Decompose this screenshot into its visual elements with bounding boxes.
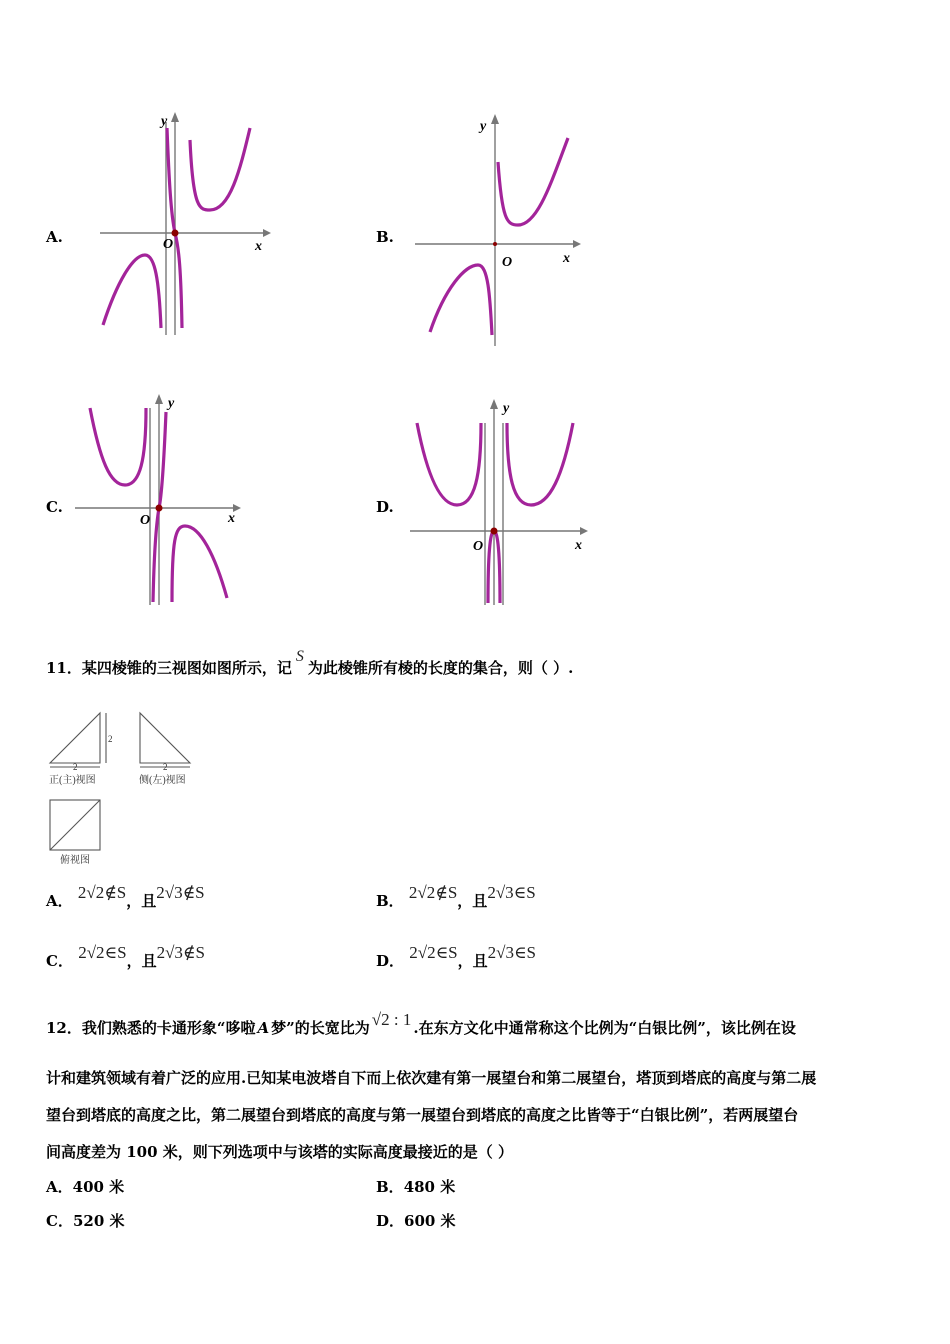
question-11-stem bbox=[46, 648, 574, 678]
graph-a bbox=[95, 110, 275, 340]
set-symbol: S bbox=[295, 648, 304, 665]
option-conj: ，且 bbox=[126, 952, 157, 970]
q12-text: 我们熟悉的卡通形象“哆啦 bbox=[81, 1019, 256, 1037]
q11-option-c[interactable] bbox=[46, 943, 205, 971]
option-conj: ，且 bbox=[457, 952, 488, 970]
option-expr-1: 2√2∈S bbox=[78, 943, 127, 962]
option-expr-2: 2√3∈S bbox=[487, 943, 537, 962]
q12-option-b[interactable] bbox=[376, 1176, 455, 1197]
axis-x-label: x bbox=[228, 511, 235, 526]
axis-origin: O bbox=[140, 513, 151, 528]
question-12-line-1 bbox=[46, 1010, 796, 1038]
option-label: A． bbox=[46, 892, 73, 910]
option-expr-2: 2√3∉S bbox=[156, 943, 205, 962]
option-label: D． bbox=[376, 1212, 405, 1230]
front-view-label: 正(主)视图 bbox=[49, 775, 96, 786]
option-expr-1: 2√2∉S bbox=[408, 883, 458, 902]
axis-y-label: y bbox=[480, 119, 487, 134]
ratio-expr: √2 : 1 bbox=[371, 1010, 412, 1029]
option-label: B． bbox=[376, 892, 404, 910]
option-label: C． bbox=[46, 1212, 73, 1230]
side-view-label: 侧(左)视图 bbox=[139, 775, 186, 786]
option-text: 520 米 bbox=[72, 1212, 125, 1230]
option-expr-1: 2√2∉S bbox=[77, 883, 127, 902]
axis-y-label: y bbox=[168, 396, 175, 411]
graph-b bbox=[410, 110, 590, 350]
option-text: 480 米 bbox=[403, 1178, 456, 1196]
option-text: 600 米 bbox=[404, 1212, 456, 1230]
option-expr-1: 2√2∈S bbox=[409, 943, 458, 962]
q11-text-before: 某四棱锥的三视图如图所示，记 bbox=[81, 659, 292, 677]
axis-x-label: x bbox=[563, 251, 570, 266]
option-label: D． bbox=[376, 952, 405, 970]
axis-y-label: y bbox=[503, 401, 510, 416]
option-b-label[interactable]: B. bbox=[376, 228, 394, 246]
front-view-height-dim: 2 bbox=[108, 734, 113, 744]
option-label: C． bbox=[46, 952, 73, 970]
q12-text: .在东方文化中通常称这个比例为“白银比例”，该比例在设 bbox=[413, 1019, 796, 1037]
top-view-label: 俯视图 bbox=[60, 855, 90, 865]
question-number: 12． bbox=[46, 1019, 82, 1037]
axis-origin: O bbox=[473, 539, 484, 554]
option-label: A． bbox=[46, 1178, 73, 1196]
axis-origin: O bbox=[163, 237, 174, 252]
axis-y-label: y bbox=[161, 114, 168, 129]
three-view-figure bbox=[44, 705, 204, 865]
option-conj: ，且 bbox=[457, 892, 488, 910]
option-c-label[interactable]: C. bbox=[46, 498, 63, 516]
axis-origin: O bbox=[502, 255, 513, 270]
question-number: 11． bbox=[46, 659, 82, 677]
option-a-label[interactable]: A. bbox=[46, 228, 63, 246]
q12-option-a[interactable] bbox=[46, 1176, 124, 1197]
option-conj: ，且 bbox=[126, 892, 157, 910]
option-expr-2: 2√3∉S bbox=[156, 883, 205, 902]
front-view-dim: 2 bbox=[73, 762, 78, 772]
option-label: B． bbox=[376, 1178, 404, 1196]
q11-text-after: 为此棱锥所有棱的长度的集合，则（ ）. bbox=[307, 659, 574, 677]
q11-option-b[interactable] bbox=[376, 883, 536, 911]
q12-option-c[interactable] bbox=[46, 1210, 125, 1231]
q12-text: 梦”的长宽比为 bbox=[271, 1019, 370, 1037]
option-text: 400 米 bbox=[72, 1178, 125, 1196]
question-12-line-3: 望台到塔底的高度之比，第二展望台到塔底的高度与第一展望台到塔底的高度之比皆等于“白银比例”，若两展望台 bbox=[46, 1106, 799, 1124]
graph-d bbox=[405, 395, 595, 610]
option-expr-2: 2√3∈S bbox=[487, 883, 536, 902]
side-view-dim: 2 bbox=[163, 762, 168, 772]
q12-text: A bbox=[257, 1019, 270, 1037]
graph-c bbox=[70, 390, 250, 610]
q12-option-d[interactable] bbox=[376, 1210, 456, 1231]
option-d-label[interactable]: D. bbox=[376, 498, 394, 516]
question-12-line-2: 计和建筑领域有着广泛的应用.已知某电波塔自下而上依次建有第一展望台和第二展望台，塔顶到塔底的高度与第二展 bbox=[46, 1069, 817, 1087]
question-12-line-4: 间高度差为 100 米，则下列选项中与该塔的实际高度最接近的是（ ） bbox=[46, 1143, 513, 1161]
q11-option-d[interactable] bbox=[376, 943, 537, 971]
q11-option-a[interactable] bbox=[46, 883, 205, 911]
axis-x-label: x bbox=[575, 538, 582, 553]
axis-x-label: x bbox=[255, 239, 262, 254]
